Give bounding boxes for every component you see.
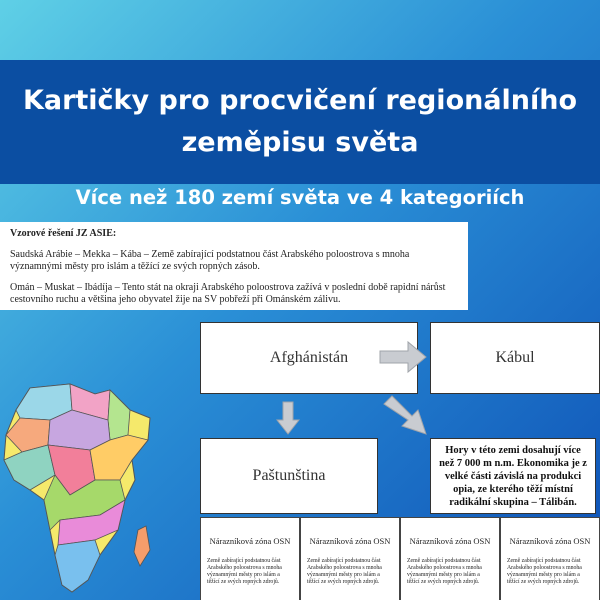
bottom-cards-row bbox=[200, 517, 600, 600]
page-subtitle: Více než 180 zemí světa ve 4 kategoriích bbox=[75, 186, 525, 209]
card-capital: Kábul bbox=[430, 322, 600, 394]
card-description: Hory v této zemi dosahují více než 7 000 m n.m. Ekonomika je z velké části závislá na produkci opia, ze kterého těží místní radikální skupina – Tálibán. bbox=[430, 438, 596, 514]
bottom-card bbox=[400, 517, 500, 600]
africa-map-icon bbox=[0, 380, 160, 600]
card-country: Afghánistán bbox=[200, 322, 418, 394]
bottom-card-title: Nárazníková zóna OSN bbox=[309, 536, 391, 546]
bottom-card bbox=[300, 517, 400, 600]
bottom-card-text: Země zabírající podstatnou část Arabského poloostrova s mnoha významnými městy pro islám a těžící ze svých ropných zdrojů. bbox=[407, 558, 482, 585]
sample-heading: Vzorové řešení JZ ASIE: bbox=[10, 228, 117, 239]
bottom-card-text: Země zabírající podstatnou část Arabského poloostrova s mnoha významnými městy pro islám a těžící ze svých ropných zdrojů. bbox=[307, 558, 382, 585]
bottom-card-title: Nárazníková zóna OSN bbox=[409, 536, 491, 546]
bottom-card-text: Země zabírající podstatnou část Arabského poloostrova s mnoha významnými městy pro islám a těžící ze svých ropných zdrojů. bbox=[207, 558, 282, 585]
bottom-card-text: Země zabírající podstatnou část Arabského poloostrova s mnoha významnými městy pro islám a těžící ze svých ropných zdrojů. bbox=[507, 558, 582, 585]
sample-paragraph-1: Saudská Arábie – Mekka – Kába – Země zabírající podstatnou část Arabského poloostrova s mnoha významnými městy pro islám a těžící ze svých ropných zásob. bbox=[10, 248, 410, 272]
arrow-diagonal-icon bbox=[380, 392, 430, 438]
bottom-card-title: Nárazníková zóna OSN bbox=[509, 536, 591, 546]
sample-paragraph-2: Omán – Muskat – Ibádíja – Tento stát na okraji Arabského poloostrova zažívá v poslední době rapidní nárůst cestovního ruchu a většina jeho obyvatel žije na SV pobřeží při Ománském zálivu. bbox=[10, 281, 446, 305]
title-banner bbox=[0, 60, 600, 184]
sample-solution-panel bbox=[0, 222, 468, 310]
bottom-card bbox=[200, 517, 300, 600]
page-title: Kartičky pro procvičení regionálního zeměpisu světa bbox=[22, 85, 578, 158]
card-language: Paštunština bbox=[200, 438, 378, 514]
bottom-card-title: Nárazníková zóna OSN bbox=[209, 536, 291, 546]
arrow-right-icon bbox=[378, 340, 428, 374]
bottom-card bbox=[500, 517, 600, 600]
arrow-down-icon bbox=[276, 400, 300, 436]
